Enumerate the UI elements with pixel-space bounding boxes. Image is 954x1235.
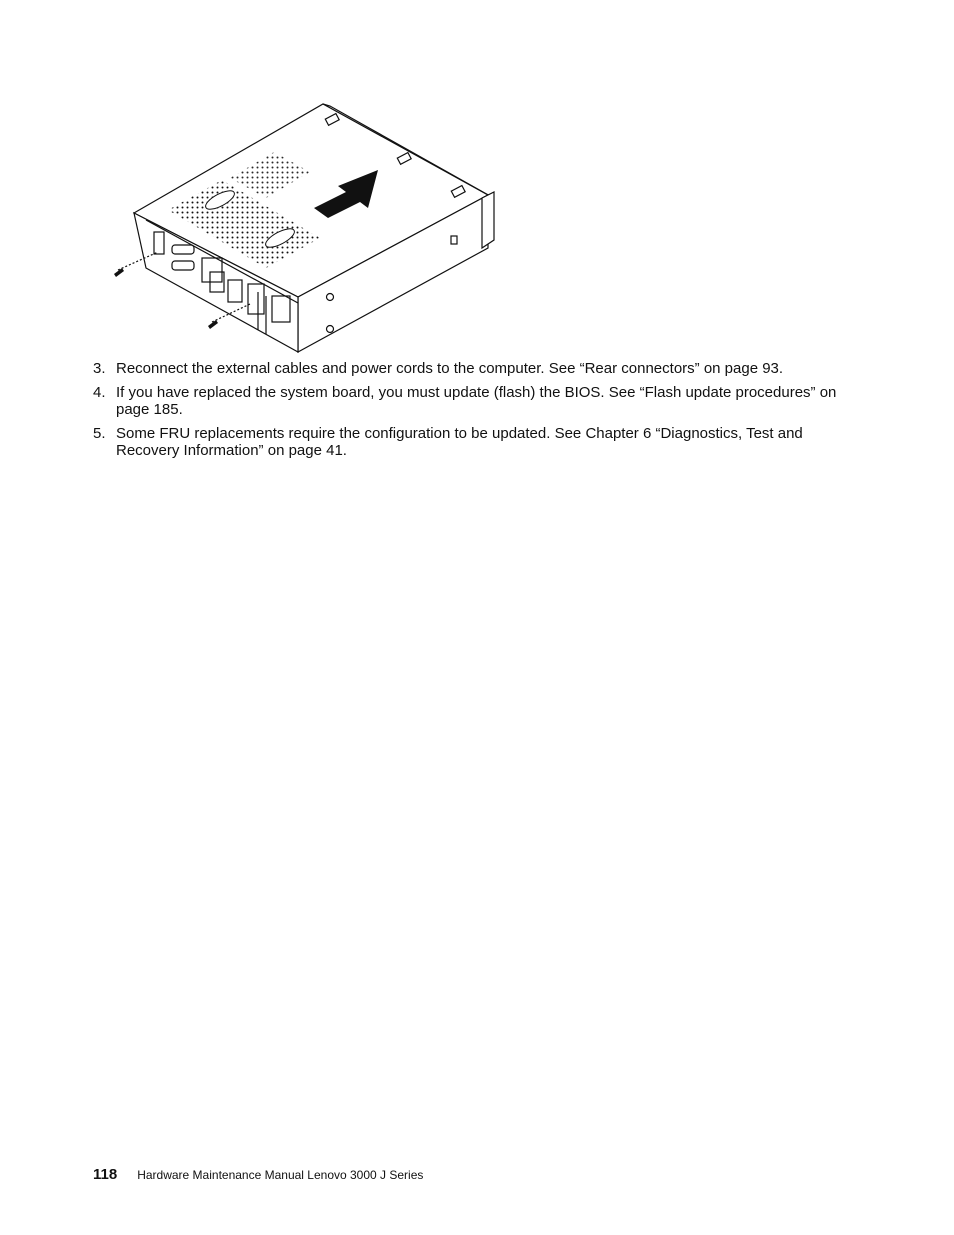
step-4 [93, 384, 853, 418]
step-number: 5. [93, 425, 106, 442]
procedure-steps [93, 360, 853, 466]
step-3 [93, 360, 853, 377]
computer-cover-illustration [110, 100, 500, 358]
step-text: If you have replaced the system board, you must update (flash) the BIOS. See “Flash update procedures” on page 185. [116, 384, 837, 418]
step-text: Some FRU replacements require the configuration to be updated. See Chapter 6 “Diagnostics, Test and Recovery Information” on page 41. [116, 425, 803, 459]
step-text: Reconnect the external cables and power cords to the computer. See “Rear connectors” on page 93. [116, 360, 784, 377]
step-5 [93, 425, 853, 459]
step-number: 3. [93, 360, 106, 377]
document-title: Hardware Maintenance Manual Lenovo 3000 J Series [137, 1168, 424, 1182]
computer-illustration [110, 100, 500, 358]
step-number: 4. [93, 384, 106, 401]
page-footer [93, 1166, 423, 1183]
page-number: 118 [93, 1166, 118, 1183]
